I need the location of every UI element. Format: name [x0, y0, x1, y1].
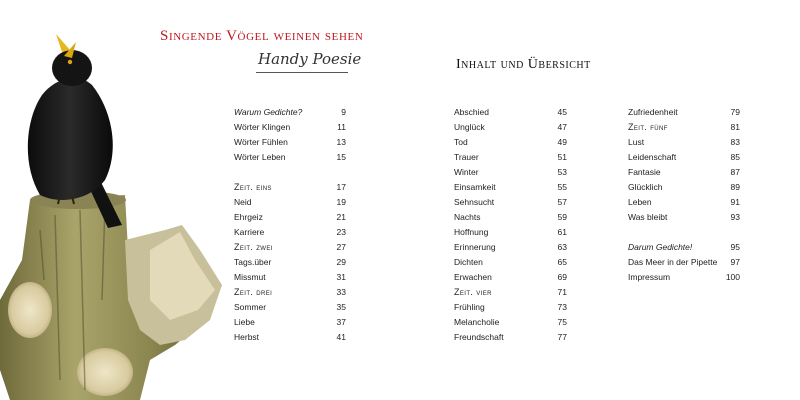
- toc-entry[interactable]: [234, 315, 346, 330]
- toc-page-number: 75: [557, 317, 567, 327]
- toc-entry-title: Glücklich: [628, 182, 663, 192]
- toc-entry[interactable]: [234, 285, 346, 300]
- toc-entry-title: Abschied: [454, 107, 489, 117]
- toc-page-number: 41: [336, 332, 346, 342]
- toc-entry-title: Wörter Fühlen: [234, 137, 288, 147]
- toc-page-number: 93: [730, 212, 740, 222]
- toc-entry-title: Einsamkeit: [454, 182, 496, 192]
- toc-entry[interactable]: [454, 135, 567, 150]
- toc-entry-title: Liebe: [234, 317, 255, 327]
- toc-page-number: 21: [336, 212, 346, 222]
- toc-page-number: 15: [336, 152, 346, 162]
- toc-page-number: 53: [557, 167, 567, 177]
- toc-page-number: 45: [557, 107, 567, 117]
- toc-page-number: 73: [557, 302, 567, 312]
- toc-entry[interactable]: [234, 240, 346, 255]
- toc-page-number: 55: [557, 182, 567, 192]
- toc-page-number: 100: [725, 272, 740, 282]
- toc-page-number: 63: [557, 242, 567, 252]
- toc-entry[interactable]: [628, 255, 740, 270]
- toc-page-number: 71: [557, 287, 567, 297]
- toc-page-number: 49: [557, 137, 567, 147]
- toc-entry-title: Sommer: [234, 302, 267, 312]
- toc-spacer: [628, 225, 740, 240]
- toc-entry-title: Fantasie: [628, 167, 661, 177]
- toc-page-number: 47: [557, 122, 567, 132]
- subtitle-underline: [256, 72, 348, 73]
- toc-entry[interactable]: [234, 225, 346, 240]
- toc-page-number: 69: [557, 272, 567, 282]
- toc-page-number: 9: [341, 107, 346, 117]
- book-title: Singende Vögel weinen sehen: [160, 28, 364, 44]
- toc-page-number: 81: [730, 122, 740, 132]
- toc-entry-title: Hoffnung: [454, 227, 489, 237]
- toc-entry[interactable]: [628, 150, 740, 165]
- toc-entry-title: Leidenschaft: [628, 152, 677, 162]
- toc-entry[interactable]: [234, 300, 346, 315]
- blackbird-on-stump-illustration: [0, 0, 230, 400]
- toc-entry-title: Melancholie: [454, 317, 500, 327]
- subtitle: Handy Poesie: [258, 50, 362, 68]
- toc-entry-title: Nachts: [454, 212, 481, 222]
- toc-page-number: 29: [336, 257, 346, 267]
- toc-page-number: 19: [336, 197, 346, 207]
- toc-page-number: 11: [337, 122, 346, 132]
- toc-entry[interactable]: [454, 255, 567, 270]
- toc-page-number: 79: [730, 107, 740, 117]
- toc-page-number: 85: [730, 152, 740, 162]
- toc-entry-title: Zeit. eins: [234, 182, 272, 192]
- toc-entry[interactable]: [454, 150, 567, 165]
- toc-entry-title: Herbst: [234, 332, 260, 342]
- toc-entry[interactable]: [628, 120, 740, 135]
- toc-entry-title: Wörter Leben: [234, 152, 286, 162]
- section-title: Inhalt und Übersicht: [456, 57, 591, 72]
- toc-entry-title: Frühling: [454, 302, 485, 312]
- toc-entry-title: Wörter Klingen: [234, 122, 291, 132]
- toc-entry-title: Tags.über: [234, 257, 272, 267]
- toc-page-number: 65: [557, 257, 567, 267]
- toc-entry[interactable]: [454, 105, 567, 120]
- toc-spacer: [234, 165, 346, 180]
- toc-entry-title: Winter: [454, 167, 479, 177]
- toc-entry-title: Dichten: [454, 257, 483, 267]
- toc-entry[interactable]: [234, 150, 346, 165]
- toc-entry-title: Trauer: [454, 152, 479, 162]
- toc-entry[interactable]: [234, 255, 346, 270]
- toc-page-number: 23: [336, 227, 346, 237]
- toc-entry[interactable]: [454, 270, 567, 285]
- toc-page-number: 87: [730, 167, 740, 177]
- toc-page-number: 97: [730, 257, 740, 267]
- toc-page-number: 31: [336, 272, 346, 282]
- toc-entry[interactable]: [454, 240, 567, 255]
- toc-entry-title: Freundschaft: [454, 332, 504, 342]
- toc-entry[interactable]: [628, 195, 740, 210]
- toc-entry[interactable]: [628, 240, 740, 255]
- toc-entry[interactable]: [454, 300, 567, 315]
- toc-column-2: [454, 105, 567, 345]
- toc-page-number: 61: [557, 227, 567, 237]
- toc-entry-title: Das Meer in der Pipette: [628, 257, 718, 267]
- toc-entry[interactable]: [628, 270, 740, 285]
- toc-entry[interactable]: [454, 285, 567, 300]
- toc-entry-title: Lust: [628, 137, 645, 147]
- toc-entry[interactable]: [234, 270, 346, 285]
- toc-entry[interactable]: [454, 165, 567, 180]
- toc-page-number: 35: [336, 302, 346, 312]
- toc-entry[interactable]: [454, 330, 567, 345]
- toc-entry-title: Erinnerung: [454, 242, 496, 252]
- toc-entry[interactable]: [628, 180, 740, 195]
- toc-page-number: 33: [336, 287, 346, 297]
- toc-entry-title: Unglück: [454, 122, 485, 132]
- toc-entry-title: Sehnsucht: [454, 197, 495, 207]
- toc-entry-title: Zeit. fünf: [628, 122, 668, 132]
- toc-entry-title: Neid: [234, 197, 252, 207]
- toc-entry-title: Was bleibt: [628, 212, 668, 222]
- toc-entry[interactable]: [628, 165, 740, 180]
- toc-entry-title: Darum Gedichte!: [628, 242, 693, 252]
- toc-entry[interactable]: [628, 210, 740, 225]
- toc-entry[interactable]: [234, 120, 346, 135]
- toc-page-number: 83: [730, 137, 740, 147]
- toc-entry[interactable]: [454, 180, 567, 195]
- toc-entry-title: Zeit. vier: [454, 287, 492, 297]
- toc-entry[interactable]: [234, 180, 346, 195]
- toc-page-number: 51: [557, 152, 567, 162]
- toc-entry-title: Karriere: [234, 227, 265, 237]
- toc-entry[interactable]: [234, 135, 346, 150]
- toc-entry-title: Zufriedenheit: [628, 107, 678, 117]
- toc-entry[interactable]: [234, 330, 346, 345]
- toc-entry-title: Impressum: [628, 272, 671, 282]
- toc-page-number: 95: [730, 242, 740, 252]
- toc-entry[interactable]: [628, 135, 740, 150]
- toc-page-number: 13: [336, 137, 346, 147]
- toc-entry[interactable]: [454, 195, 567, 210]
- toc-entry[interactable]: [454, 210, 567, 225]
- toc-page-number: 77: [557, 332, 567, 342]
- toc-page-number: 17: [336, 182, 346, 192]
- toc-page-number: 89: [730, 182, 740, 192]
- toc-entry-title: Tod: [454, 137, 468, 147]
- toc-column-3: [628, 105, 740, 285]
- toc-entry-title: Zeit. drei: [234, 287, 273, 297]
- toc-entry-title: Warum Gedichte?: [234, 107, 303, 117]
- toc-entry-title: Missmut: [234, 272, 266, 282]
- toc-page-number: 91: [730, 197, 740, 207]
- toc-entry[interactable]: [234, 210, 346, 225]
- toc-entry[interactable]: [454, 225, 567, 240]
- toc-entry[interactable]: [234, 105, 346, 120]
- toc-entry[interactable]: [454, 315, 567, 330]
- toc-entry[interactable]: [454, 120, 567, 135]
- toc-page-number: 57: [557, 197, 567, 207]
- toc-entry-title: Erwachen: [454, 272, 492, 282]
- toc-page-number: 37: [336, 317, 346, 327]
- toc-page-number: 27: [336, 242, 346, 252]
- toc-entry[interactable]: [234, 195, 346, 210]
- toc-column-1: [234, 105, 346, 345]
- toc-page-number: 59: [557, 212, 567, 222]
- toc-entry-title: Ehrgeiz: [234, 212, 263, 222]
- toc-entry-title: Zeit. zwei: [234, 242, 273, 252]
- toc-entry[interactable]: [628, 105, 740, 120]
- toc-entry-title: Leben: [628, 197, 652, 207]
